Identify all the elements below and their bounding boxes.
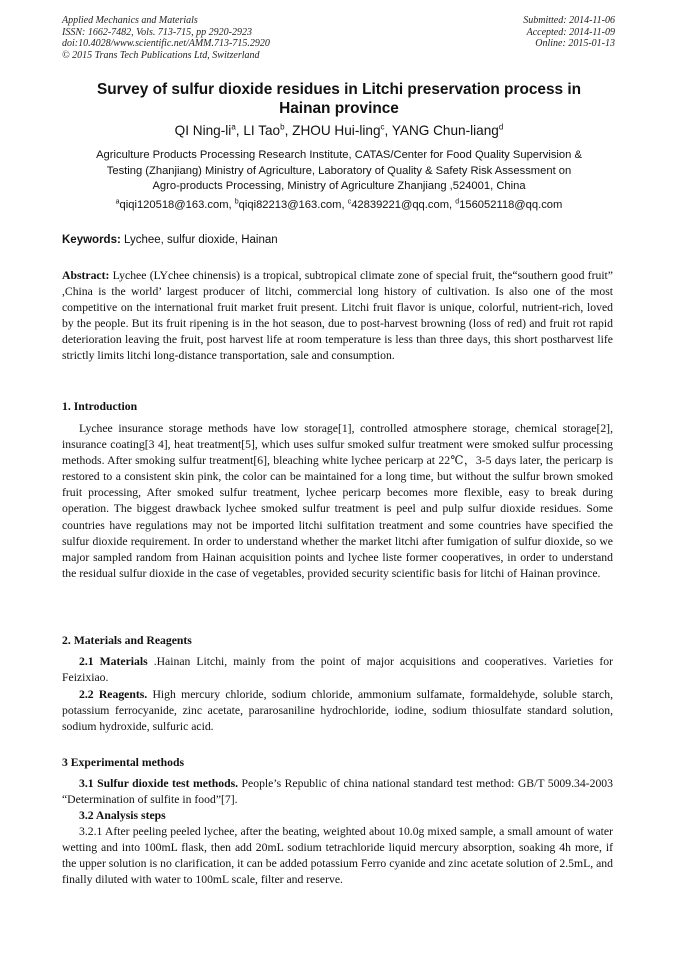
- section-heading-introduction: 1. Introduction: [62, 400, 138, 413]
- email-link[interactable]: qiqi120518@163.com: [119, 199, 229, 211]
- materials-paragraph: [62, 654, 613, 686]
- affiliation-line: Testing (Zhanjiang) Ministry of Agriculture, Laboratory of Quality & Safety Risk Assessment on: [106, 164, 572, 177]
- journal-name: Applied Mechanics and Materials: [62, 15, 198, 26]
- reagents-label: 2.2 Reagents.: [79, 688, 148, 701]
- copyright-line: © 2015 Trans Tech Publications Ltd, Switzerland: [62, 49, 260, 61]
- affiliation-line: Agriculture Products Processing Research Institute, CATAS/Center for Food Quality Supervision &: [96, 149, 582, 161]
- email-sup: b: [234, 198, 239, 206]
- keywords-label: Keywords:: [62, 234, 121, 246]
- journal-header-right: [523, 15, 615, 50]
- email-link[interactable]: 42839221@qq.com: [351, 199, 450, 211]
- author-sup: d: [498, 122, 504, 132]
- keywords: [62, 234, 278, 246]
- section-heading-methods: 3 Experimental methods: [62, 756, 185, 769]
- email-sup: c: [347, 198, 352, 206]
- author-name: LI Tao: [243, 123, 281, 138]
- reagents-paragraph: [62, 687, 613, 735]
- author-name: YANG Chun-liang: [391, 123, 499, 138]
- author-sup: a: [231, 122, 236, 132]
- email-sup: a: [115, 198, 120, 206]
- author-sup: b: [280, 122, 285, 132]
- introduction-paragraph: Lychee insurance storage methods have low storage[1], controlled atmosphere storage, chemical storage[2], insurance coating[3 4], heat treatment[5], which uses sulfur smoked sulfur treatment were smoked sulfur processing methods. After smoking sulfur treatment[6], bleaching white lychee pericarp at 22℃，3-5 days later, the pericarp is restored to a consistent skin pink, the color can be maintained for a long time, but without the sulfur brown smoked fruit processing, After smoked sulfur treatment, lychee pericarp becomes more flexible, easy to break during operation. The biggest drawback lychee smoked sulfur treatment is peel and pulp sulfur dioxide residues. Some countries have regulations may not be imported litchi sulfitation treatment and some countries have specified the sulfur dioxide requirement. In order to understand whether the market litchi after fumigation of sulfur dioxide, so we major sampled random from Hainan acquisition points and lychee liste former cooperatives, in order to understand the residual sulfur dioxide in the case of vegetables, provided security scientific basis for litchi of Hainan province.: [62, 422, 613, 580]
- abstract: [62, 268, 613, 365]
- author-list: QI Ning-$li^a$, LI Tao$^b$, ZHOU Hui-ling$^c$, YANG Chun-liang$^d$: [174, 122, 504, 138]
- author-name: ZHOU Hui-ling: [292, 123, 381, 138]
- section-heading-materials: 2. Materials and Reagents: [62, 634, 192, 647]
- accepted-date: Accepted: 2014-11-09: [526, 26, 615, 38]
- author-name: QI Ning-li: [174, 123, 232, 138]
- online-date: Online: 2015-01-13: [535, 38, 615, 50]
- methods-label: 3.1 Sulfur dioxide test methods.: [79, 777, 239, 790]
- abstract-label: Abstract:: [62, 269, 110, 282]
- email-link[interactable]: qiqi82213@163.com: [238, 199, 342, 211]
- abstract-text: Lychee (LYchee chinensis) is a tropical, subtropical climate zone of special fruit, the“southern good fruit” ,China is the world’ largest producer of litchi, commercial long history of cultivation. Is also one of the most competitive on the international fruit market fruit present. Litchi fruit flavor is unique, colorful, nutrient-rich, loved by the people. But its fruit ripening is in the hot season, due to post-harvest browning (loss of red) and fruit rot rapid deterioration leaving the fruit, post harvest life at room temperature is less than three days, this short postharvest life strictly limits litchi long-distance transportation, sale and consumption.: [62, 269, 613, 363]
- affiliation-line: Agro-products Processing, Ministry of Agriculture Zhanjiang ,524001, China: [152, 180, 526, 192]
- methods-text: People’s Republic of china national standard test method: GB/T 5009.34-2003 “Determination of sulfite in food”[7].: [62, 777, 613, 807]
- paper-title: Survey of sulfur dioxide residues in Litchi preservation process in Hainan province: [96, 81, 582, 117]
- email-sup: d: [455, 198, 460, 206]
- doi-line: doi:10.4028/www.scientific.net/AMM.713-715.2920: [62, 38, 270, 50]
- journal-header-left: [62, 15, 270, 61]
- email-list: $^a$qiqi120518@163.com, $^b$qiqi82213@163.com, $^c$42839221@qq.com, $^d$156052118@qq.com: [115, 198, 563, 211]
- sulfur-dioxide-methods-paragraph: [62, 776, 613, 808]
- analysis-step-paragraph: 3.2.1 After peeling peeled lychee, after the beating, weighted about 10.0g mixed sample, a small amount of water wetting and into 100mL flask, then add 20mL sodium tetrachloride liquid mercury absorption, soaking 4h more, if the upper solution is no clarification, it can be added potassium Ferro cyanide and zinc acetate solution of 2.5mL, and finally diluted with water to 100mL scale, filter and reserve.: [62, 825, 613, 887]
- reagents-text: High mercury chloride, sodium chloride, ammonium sulfamate, formaldehyde, soluble starch, potassium ferrocyanide, zinc acetate, pararosaniline hydrochloride, iodine, sodium thiosulfate standard solution, sodium hydroxide, sulfuric acid.: [62, 688, 613, 734]
- materials-label: 2.1 Materials: [79, 655, 148, 668]
- author-sup: c: [380, 122, 385, 132]
- analysis-steps-heading: 3.2 Analysis steps: [79, 809, 166, 822]
- affiliation: [62, 148, 616, 195]
- submitted-date: Submitted: 2014-11-06: [523, 15, 615, 26]
- email-link[interactable]: 156052118@qq.com: [459, 199, 563, 211]
- materials-text: .Hainan Litchi, mainly from the point of major acquisitions and cooperatives. Varieties for Feizixiao.: [62, 655, 614, 685]
- issn-line: ISSN: 1662-7482, Vols. 713-715, pp 2920-2923: [62, 26, 252, 38]
- keywords-text: Lychee, sulfur dioxide, Hainan: [124, 234, 278, 246]
